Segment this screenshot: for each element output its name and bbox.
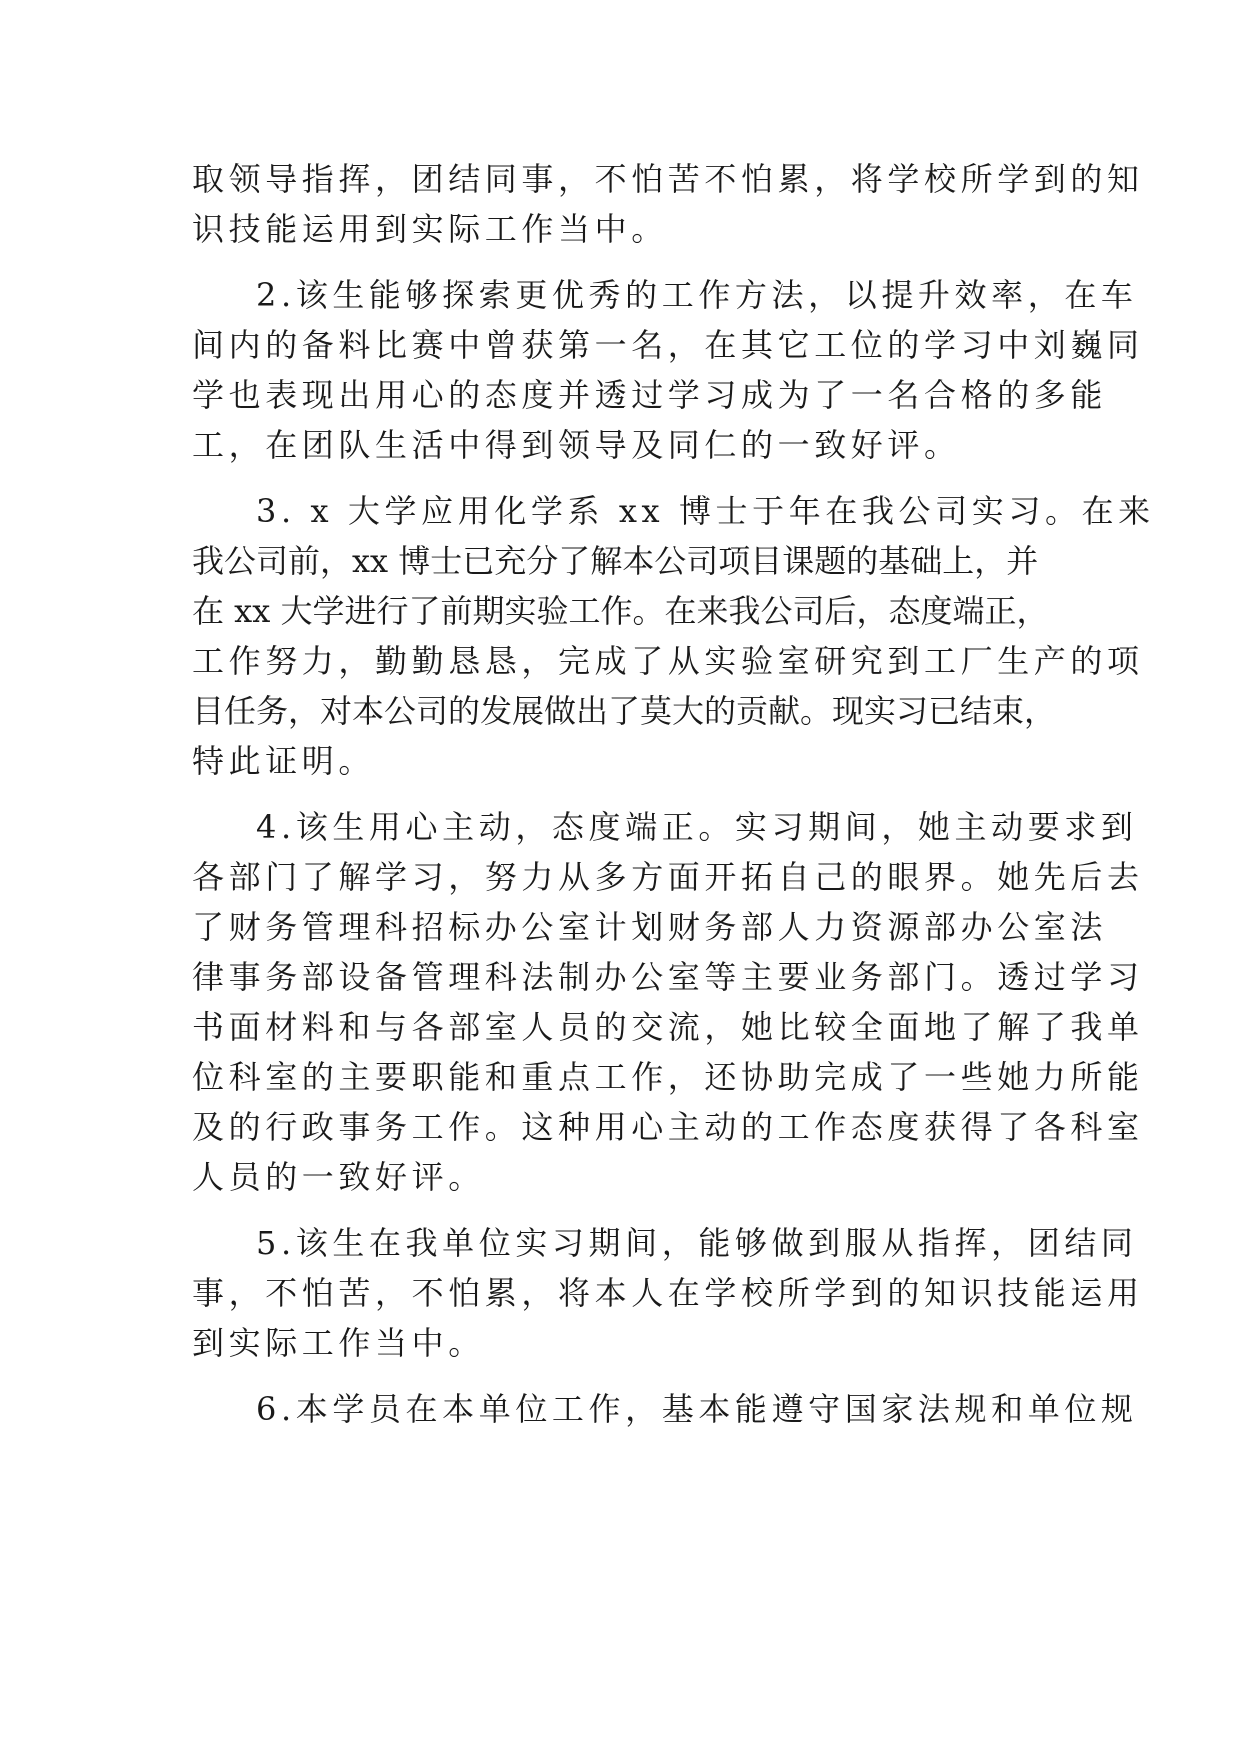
paragraph-2: [192, 270, 1144, 470]
text-line: 取领导指挥，团结同事，不怕苦不怕累，将学校所学到的知: [192, 160, 1144, 198]
text-line: 事，不怕苦，不怕累，将本人在学校所学到的知识技能运用: [192, 1274, 1144, 1312]
text-line: 间内的备料比赛中曾获第一名，在其它工位的学习中刘巍同: [192, 326, 1144, 364]
text-line: 5.该生在我单位实习期间，能够做到服从指挥，团结同: [256, 1224, 1138, 1262]
text-line: 书面材料和与各部室人员的交流，她比较全面地了解了我单: [192, 1008, 1144, 1046]
text-line: 识技能运用到实际工作当中。: [192, 210, 668, 248]
text-line: 3. x 大学应用化学系 xx 博士于年在我公司实习。在来: [256, 492, 1155, 530]
text-line: 了财务管理科招标办公室计划财务部人力资源部办公室法: [192, 908, 1108, 946]
text-line: 学也表现出用心的态度并透过学习成为了一名合格的多能: [192, 376, 1108, 414]
text-line: 人员的一致好评。: [192, 1158, 485, 1196]
text-line: 在 xx 大学进行了前期实验工作。在来我公司后，态度端正，: [192, 592, 1049, 630]
text-line: 及的行政事务工作。这种用心主动的工作态度获得了各科室: [192, 1108, 1144, 1146]
text-line: 律事务部设备管理科法制办公室等主要业务部门。透过学习: [192, 958, 1144, 996]
text-line: 到实际工作当中。: [192, 1324, 485, 1362]
text-line: 工，在团队生活中得到领导及同仁的一致好评。: [192, 426, 961, 464]
text-line: 工作努力，勤勤恳恳，完成了从实验室研究到工厂生产的项: [192, 642, 1144, 680]
paragraph-3: [192, 486, 1155, 786]
paragraph-6: [192, 1384, 1138, 1434]
text-line: 位科室的主要职能和重点工作，还协助完成了一些她力所能: [192, 1058, 1144, 1096]
paragraph-4: [192, 802, 1144, 1202]
text-line: 目任务，对本公司的发展做出了莫大的贡献。现实习已结束，: [192, 692, 1057, 730]
text-line: 6.本学员在本单位工作，基本能遵守国家法规和单位规: [256, 1390, 1138, 1428]
paragraph-5: [192, 1218, 1144, 1368]
text-line: 4.该生用心主动，态度端正。实习期间，她主动要求到: [256, 808, 1138, 846]
document-body: [192, 154, 1155, 1434]
paragraph-1: [192, 154, 1144, 254]
text-line: 2.该生能够探索更优秀的工作方法，以提升效率，在车: [256, 276, 1138, 314]
text-line: 各部门了解学习，努力从多方面开拓自己的眼界。她先后去: [192, 858, 1144, 896]
text-line: 我公司前，xx 博士已充分了解本公司项目课题的基础上，并: [192, 542, 1039, 580]
text-line: 特此证明。: [192, 742, 376, 780]
